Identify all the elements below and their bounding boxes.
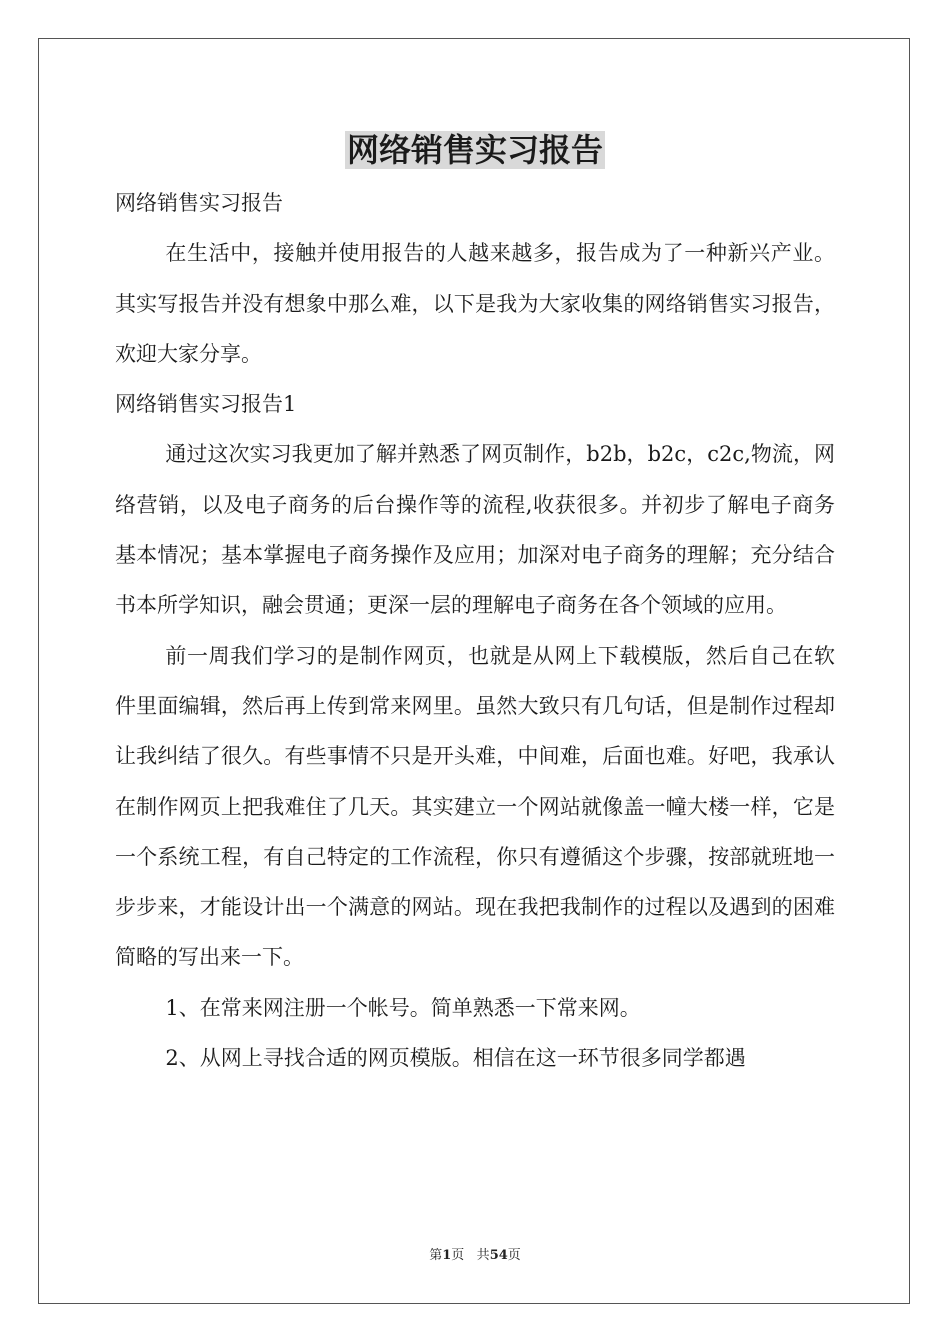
total-suffix: 页: [507, 1248, 521, 1263]
total-pages: 54: [489, 1248, 508, 1263]
document-title: [0, 128, 950, 172]
body-paragraph: 通过这次实习我更加了解并熟悉了网页制作，b2b，b2c，c2c,物流，网络营销，以及电子商务的后台操作等的流程,收获很多。并初步了解电子商务基本情况；基本掌握电子商务操作及应用；加深对电子商务的理解；充分结合书本所学知识，融会贯通；更深一层的理解电子商务在各个领域的应用。: [115, 442, 835, 618]
total-prefix: 共: [476, 1248, 490, 1263]
section-heading: 网络销售实习报告1: [115, 392, 297, 417]
page-footer: [0, 1246, 950, 1266]
body-paragraph: 前一周我们学习的是制作网页，也就是从网上下载模版，然后自己在软件里面编辑，然后再上传到常来网里。虽然大致只有几句话，但是制作过程却让我纠结了很久。有些事情不只是开头难，中间难，后面也难。好吧，我承认在制作网页上把我难住了几天。其实建立一个网站就像盖一幢大楼一样，它是一个系统工程，有自己特定的工作流程，你只有遵循这个步骤，按部就班地一步步来，才能设计出一个满意的网站。现在我把我制作的过程以及遇到的困难简略的写出来一下。: [115, 643, 835, 970]
intro-paragraph: 在生活中，接触并使用报告的人越来越多，报告成为了一种新兴产业。其实写报告并没有想象中那么难，以下是我为大家收集的网络销售实习报告，欢迎大家分享。: [115, 241, 835, 366]
list-item-paragraph: 1、在常来网注册一个帐号。简单熟悉一下常来网。: [165, 995, 641, 1020]
title-highlight: 网络销售实习报告: [346, 131, 603, 169]
page-suffix: 页: [451, 1248, 465, 1263]
document-body: [115, 178, 835, 1083]
list-item-paragraph: 2、从网上寻找合适的网页模版。相信在这一环节很多同学都遇: [165, 1046, 746, 1071]
page-prefix: 第: [429, 1248, 443, 1263]
page-number: 1: [442, 1248, 452, 1263]
subtitle-paragraph: 网络销售实习报告: [115, 191, 283, 215]
